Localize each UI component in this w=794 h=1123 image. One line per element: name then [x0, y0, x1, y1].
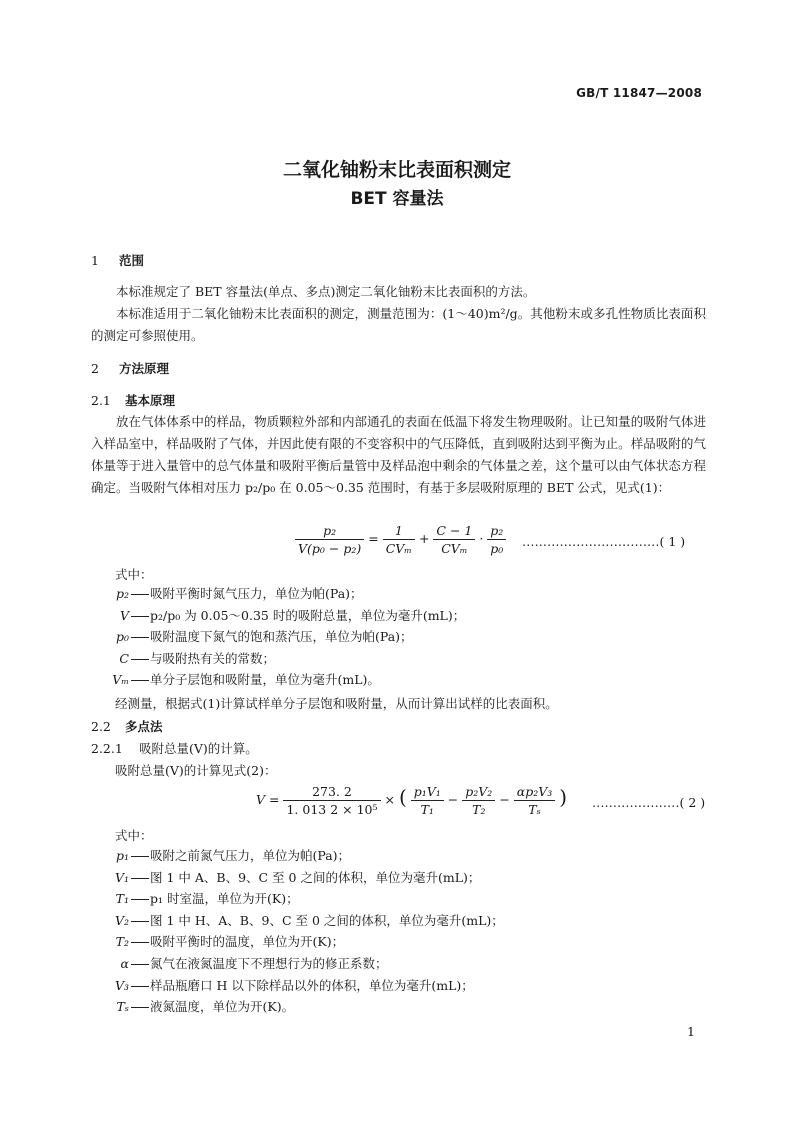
section-2-1-heading	[91, 391, 175, 409]
section-1-paragraph-1: 本标准规定了 BET 容量法(单点、多点)测定二氧化铀粉末比表面积的方法。	[116, 284, 536, 299]
where-label-1: 式中：	[115, 567, 153, 582]
em-dash	[131, 680, 149, 681]
fraction-term-1: $\frac{1}{\text{CVₘ}}$	[383, 523, 415, 556]
section-title: 基本原理	[125, 393, 176, 408]
fraction-lhs: $\frac{\text{p₂}}{\text{V(p₀ − p₂)}}$	[295, 523, 364, 556]
fraction-c: $\frac{\text{αp₂V₃}}{\text{Tₛ}}$	[514, 784, 556, 817]
definition-symbol: V₃	[114, 977, 129, 993]
fraction-constant: $\frac{273. 2}{\text{1. 013 2 × 10⁵}}$	[283, 784, 380, 817]
em-dash	[131, 616, 149, 617]
definition-symbol: Tₛ	[116, 999, 129, 1015]
definition-text: 与吸附热有关的常数；	[150, 650, 276, 666]
definition-text: 吸附之前氮气压力，单位为帕(Pa)；	[150, 848, 351, 863]
definition-item	[91, 846, 350, 864]
definition-item	[91, 627, 413, 645]
equation-2-number: …………………( 2 )	[592, 795, 706, 810]
em-dash	[131, 594, 149, 595]
section-2-2-1-intro: 吸附总量(V)的计算见式(2)：	[115, 763, 277, 778]
em-dash	[131, 899, 149, 900]
section-2-1-paragraph: 放在气体体系中的样品，物质颗粒外部和内部通孔的表面在低温下将发生物理吸附。让已知量的吸附气体进入样品室中，样品吸附了气体，并因此使有限的不变容积中的气压降低，直到吸附达到平衡为止。样品吸附的气体量等于进入量管中的总气体量和吸附平衡后量管中及样品泡中剩余的气体量之差，这个量可以由气体状态方程确定。当吸附气体相对压力 p₂/p₀ 在 0.05～0.35 范围时，有基于多层吸附原理的 BET 公式，见式(1)：	[91, 414, 706, 495]
definition-item	[91, 911, 504, 929]
section-number: 2.2	[91, 719, 111, 734]
definition-text: 单分子层饱和吸附量，单位为毫升(mL)。	[150, 672, 380, 688]
definition-item	[91, 584, 363, 602]
definition-symbol: V₂	[114, 912, 129, 928]
definition-text: 氮气在液氮温度下不理想行为的修正系数；	[150, 956, 388, 971]
definition-symbol: V₁	[114, 869, 129, 885]
definition-item	[91, 997, 294, 1015]
definition-symbol: p₂	[115, 586, 129, 601]
em-dash	[131, 637, 149, 638]
section-2-heading	[91, 359, 169, 377]
section-2-2-heading	[91, 717, 163, 735]
definition-symbol: C	[119, 650, 129, 666]
bet-formula-1: $\frac{\text{p₂}}{\text{V(p₀ − p₂)}}$ = $\frac{1}{\text{CVₘ}}$ + $\frac{C - 1}{\text{CVₘ}}$ · $\frac{\text{p₂}}{\text{p₀}}$	[295, 523, 506, 556]
where-label-2: 式中：	[115, 828, 153, 843]
definition-text: 液氮温度，单位为开(K)。	[150, 999, 295, 1015]
standard-number: GB/T 11847—2008	[576, 86, 702, 100]
section-number: 2.1	[91, 393, 111, 408]
fraction-b: $\frac{\text{p₂V₂}}{\text{T₂}}$	[462, 784, 495, 817]
fraction-term-3: $\frac{\text{p₂}}{\text{p₀}}$	[487, 523, 506, 556]
definition-symbol: T₂	[115, 934, 129, 950]
em-dash	[131, 921, 149, 922]
definition-symbol: p₀	[115, 629, 129, 645]
definition-text: 图 1 中 H、A、B、9、C 至 0 之间的体积，单位为毫升(mL)；	[150, 912, 504, 928]
fraction-term-2: $\frac{C - 1}{\text{CVₘ}}$	[433, 523, 475, 556]
definition-text: 图 1 中 A、B、9、C 至 0 之间的体积，单位为毫升(mL)；	[150, 869, 481, 885]
definition-symbol: p₁	[115, 848, 129, 863]
definition-text: 吸附平衡时的温度，单位为开(K)；	[150, 934, 345, 950]
section-number: 2	[91, 361, 99, 376]
section-1-paragraph-2: 本标准适用于二氧化铀粉末比表面积的测定，测量范围为：(1～40)m²/g。其他粉末或多孔性物质比表面积的测定可参照使用。	[91, 306, 706, 343]
section-title: 多点法	[125, 719, 163, 734]
document-title: 二氧化铀粉末比表面积测定	[282, 159, 511, 181]
definition-item	[91, 889, 299, 907]
em-dash	[131, 986, 149, 987]
page-number: 1	[687, 1024, 695, 1039]
section-title: 吸附总量(V)的计算。	[139, 741, 258, 756]
definition-symbol: α	[120, 956, 129, 971]
definition-item	[91, 649, 275, 667]
fraction-a: $\frac{\text{p₁V₁}}{\text{T₁}}$	[411, 784, 444, 817]
em-dash	[131, 942, 149, 943]
definition-text: 吸附平衡时氮气压力，单位为帕(Pa)；	[150, 586, 363, 601]
section-2-2-1-heading	[91, 739, 258, 757]
after-definitions-text: 经测量，根据式(1)计算试样单分子层饱和吸附量，从而计算出试样的比表面积。	[115, 696, 558, 711]
document-subtitle: BET 容量法	[350, 189, 444, 209]
em-dash	[131, 659, 149, 660]
equation-1-number: ……………………………( 1 )	[522, 534, 686, 549]
definition-item	[91, 670, 380, 688]
em-dash	[131, 1007, 149, 1008]
definition-symbol: V	[119, 607, 129, 623]
section-number: 2.2.1	[91, 741, 123, 756]
definition-item	[91, 868, 480, 886]
volume-formula-2: V = $\frac{273. 2}{\text{1. 013 2 × 10⁵}}$ × ( $\frac{\text{p₁V₁}}{\text{T₁}}$ − $\frac{\text{p₂V₂}}{\text{T₂}}$ − $\frac{\text{αp₂V₃}}{\text{Tₛ}}$ )	[256, 784, 568, 817]
section-1-heading	[91, 251, 144, 269]
definition-item	[91, 606, 465, 624]
section-title: 范围	[119, 253, 145, 268]
section-number: 1	[91, 253, 99, 268]
em-dash	[131, 878, 149, 879]
em-dash	[131, 856, 149, 857]
definition-text: 吸附温度下氮气的饱和蒸汽压，单位为帕(Pa)；	[150, 629, 413, 645]
definition-symbol: T₁	[115, 891, 129, 907]
em-dash	[131, 964, 149, 965]
definition-text: 样品瓶磨口 H 以下除样品以外的体积，单位为毫升(mL)；	[150, 977, 474, 993]
definition-item	[91, 954, 388, 972]
definition-text: p₂/p₀ 为 0.05～0.35 时的吸附总量，单位为毫升(mL)；	[150, 607, 466, 623]
definition-symbol: Vₘ	[112, 672, 129, 688]
section-title: 方法原理	[119, 361, 170, 376]
definition-item	[91, 976, 474, 994]
definition-item	[91, 932, 344, 950]
definition-text: p₁ 时室温，单位为开(K)；	[150, 891, 299, 907]
